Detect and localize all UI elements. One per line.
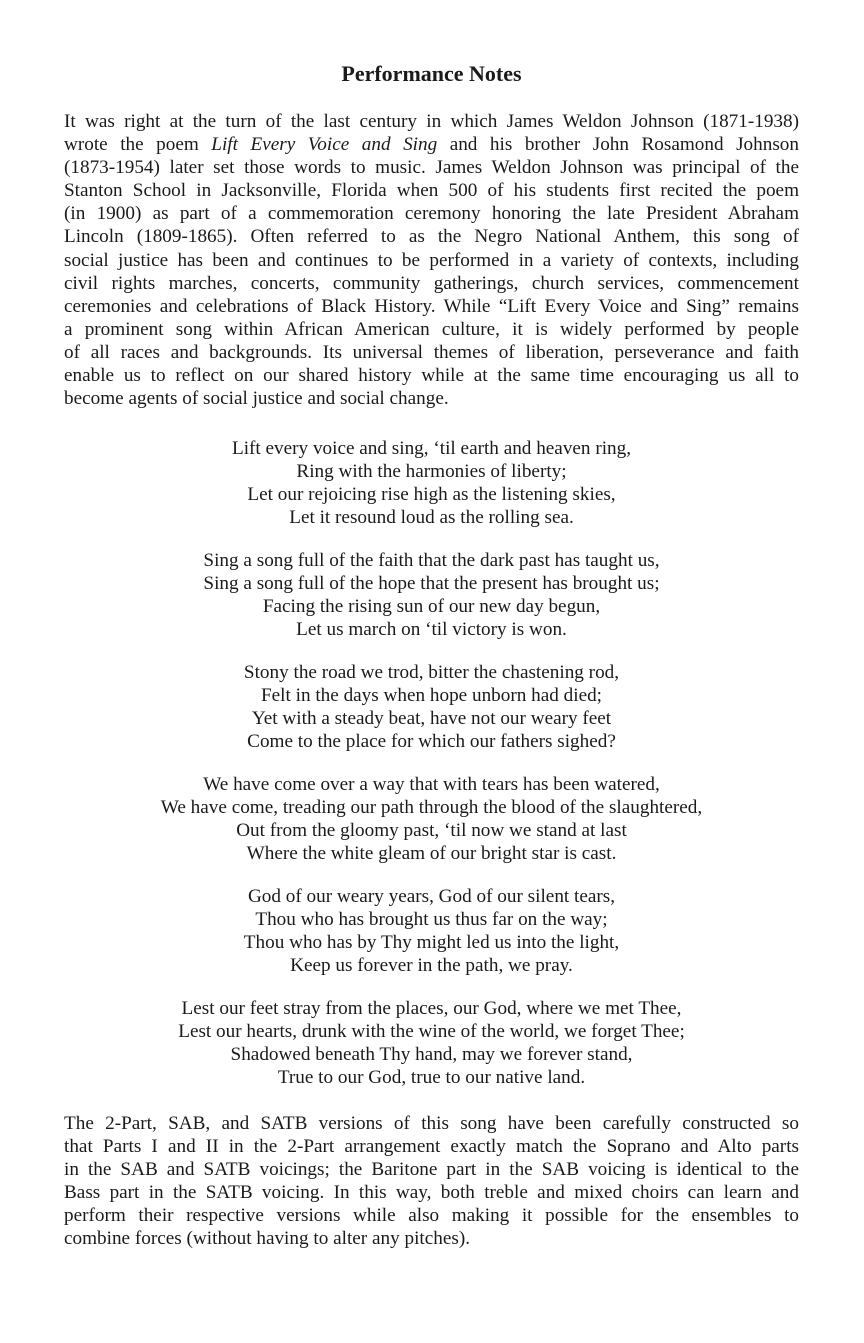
verse-line: Let it resound loud as the rolling sea. [289,507,574,529]
verse-line: Sing a song full of the hope that the present has brought us; [203,573,660,595]
verse-line: Come to the place for which our fathers sighed? [247,731,616,753]
poem-stanza-2 [64,549,799,641]
verse-line: True to our God, true to our native land. [277,1067,586,1089]
song-title-italic: Lift Every Voice and Sing [211,134,438,156]
intro-line: social justice has been and continues to be performed in a variety of contexts, including [64,249,799,271]
verse-line: Felt in the days when hope unborn had died; [260,685,603,707]
voicing-line: Bass part in the SATB voicing. In this way, both treble and mixed choirs can learn and [64,1182,799,1204]
intro-paragraph [64,110,799,410]
verse-line: Thou who has by Thy might led us into the light, [243,932,620,954]
intro-line: of all races and backgrounds. Its universal themes of liberation, perseverance and faith [64,341,799,363]
intro-line: a prominent song within African American culture, it is widely performed by people [64,318,799,340]
voicing-line: perform their respective versions while also making it possible for the ensembles to [64,1205,799,1227]
verse-line: Ring with the harmonies of liberty; [296,461,567,483]
verse-line: Where the white gleam of our bright star is cast. [246,843,617,865]
verse-line: Shadowed beneath Thy hand, may we forever stand, [230,1044,633,1066]
voicing-line: in the SAB and SATB voicings; the Baritone part in the SAB voicing is identical to the [64,1159,799,1181]
verse-line: Lest our feet stray from the places, our God, where we met Thee, [181,998,682,1019]
verse-line: Yet with a steady beat, have not our weary feet [251,708,612,730]
verse-line: Facing the rising sun of our new day begun, [262,596,601,618]
verse-line: Keep us forever in the path, we pray. [290,955,573,977]
poem-stanza-3 [64,661,799,753]
verse-line: We have come, treading our path through the blood of the slaughtered, [160,797,703,819]
intro-line: enable us to reflect on our shared history while at the same time encouraging us all to [64,365,799,387]
voicing-line: The 2-Part, SAB, and SATB versions of this song have been carefully constructed so [64,1113,799,1134]
verse-line: Lest our hearts, drunk with the wine of the world, we forget Thee; [178,1021,685,1043]
intro-line: (in 1900) as part of a commemoration ceremony honoring the late President Abraham [64,203,799,225]
intro-line: Stanton School in Jacksonville, Florida when 500 of his students first recited the poem [64,180,799,202]
verse-line: We have come over a way that with tears has been watered, [203,774,660,795]
verse-line: Sing a song full of the faith that the dark past has taught us, [203,550,660,571]
verse-line: Out from the gloomy past, ‘til now we stand at last [236,820,627,842]
poem-stanza-1 [64,437,799,529]
intro-line: (1873-1954) later set those words to music. James Weldon Johnson was principal of the [64,157,799,179]
voicing-line: that Parts I and II in the 2-Part arrangement exactly match the Soprano and Alto parts [64,1136,799,1158]
verse-line: Let us march on ‘til victory is won. [296,619,567,641]
voicing-line: combine forces (without having to alter any pitches). [64,1228,471,1250]
page-title: Performance Notes [341,61,522,86]
intro-line-text: wrote the poem [64,134,212,156]
intro-line: ceremonies and celebrations of Black History. While “Lift Every Voice and Sing” remains [64,295,799,317]
verse-line: Stony the road we trod, bitter the chastening rod, [243,662,620,683]
intro-line-text: and his brother John Rosamond Johnson [437,134,799,156]
poem-stanza-5 [64,885,799,977]
intro-line: It was right at the turn of the last century in which James Weldon Johnson (1871-1938) [64,111,799,132]
intro-line: civil rights marches, concerts, community gatherings, church services, commencement [64,272,799,294]
verse-line: Thou who has brought us thus far on the way; [255,909,608,931]
voicing-paragraph [64,1112,799,1251]
intro-line: become agents of social justice and social change. [64,388,449,410]
verse-line: God of our weary years, God of our silent tears, [247,886,616,907]
verse-line: Let our rejoicing rise high as the listening skies, [247,484,616,506]
intro-line [64,133,799,156]
verse-line: Lift every voice and sing, ‘til earth and heaven ring, [231,438,632,459]
intro-line: Lincoln (1809-1865). Often referred to as the Negro National Anthem, this song of [64,226,799,248]
poem-stanza-6 [64,997,799,1089]
poem-stanza-4 [64,773,799,865]
